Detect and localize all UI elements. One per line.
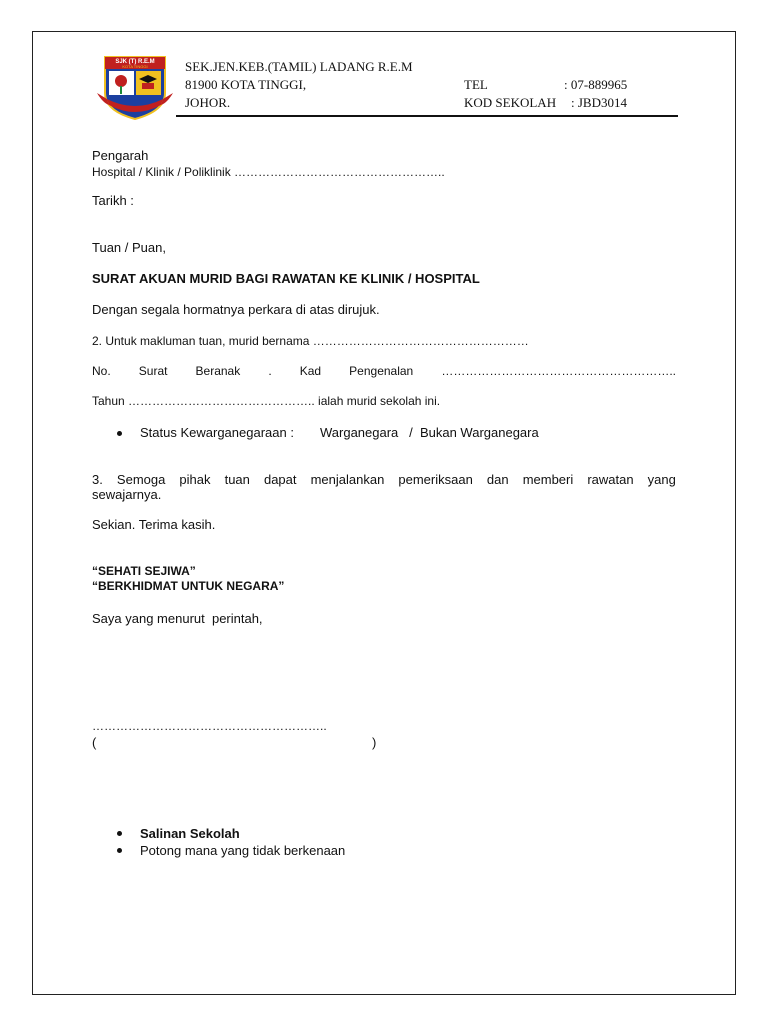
request-word: 3. <box>92 472 103 487</box>
paragraph-request-line-1 <box>92 472 676 487</box>
note-strike-inapplicable: Potong mana yang tidak berkenaan <box>140 843 346 858</box>
id-word: Pengenalan <box>349 364 414 378</box>
request-word: dan <box>486 472 509 487</box>
school-code-label: KOD SEKOLAH <box>464 95 557 110</box>
motto-line-2: “BERKHIDMAT UNTUK NEGARA” <box>92 579 285 593</box>
letter-subject: SURAT AKUAN MURID BAGI RAWATAN KE KLINIK / HOSPITAL <box>92 271 480 286</box>
tel-label: TEL <box>464 77 488 92</box>
sign-off: Saya yang menurut perintah, <box>92 611 263 626</box>
paragraph-identity-no <box>92 364 676 378</box>
request-word: Semoga <box>116 472 166 487</box>
salutation: Tuan / Puan, <box>92 240 166 255</box>
request-word: rawatan <box>587 472 634 487</box>
request-word: yang <box>647 472 676 487</box>
request-word: pihak <box>179 472 211 487</box>
letterhead-divider <box>176 115 678 117</box>
paragraph-request-line-2: sewajarnya. <box>92 487 162 502</box>
signature-line: ………………………………………………….. <box>92 719 327 733</box>
id-fill-dots: ………………………………………………….. <box>441 364 676 378</box>
citizenship-status-options: Warganegara / Bukan Warganegara <box>320 425 539 440</box>
request-word: memberi <box>522 472 574 487</box>
school-crest-logo <box>95 53 175 123</box>
paragraph-year: Tahun ……………………………………….. ialah murid sekolah ini. <box>92 394 441 408</box>
id-word: Beranak <box>195 364 241 378</box>
tel-value: : 07-889965 <box>564 77 628 92</box>
address-line-1: 81900 KOTA TINGGI, <box>185 77 307 92</box>
citizenship-status-label: Status Kewarganegaraan : <box>140 425 294 440</box>
paragraph-student-name: 2. Untuk makluman tuan, murid bernama ……………………………………………… <box>92 334 529 348</box>
address-line-2: JOHOR. <box>185 95 231 110</box>
motto-line-1: “SEHATI SEJIWA” <box>92 564 196 578</box>
id-word: . <box>268 364 272 378</box>
bullet-icon <box>117 831 122 836</box>
crest-title: SJK (T) R.E.M <box>115 59 155 65</box>
request-word: pemeriksaan <box>398 472 473 487</box>
request-word: tuan <box>224 472 250 487</box>
name-bracket-open: ( <box>92 735 97 750</box>
id-word: Surat <box>138 364 168 378</box>
recipient-title: Pengarah <box>92 148 149 163</box>
crest-subtitle: KOTA TINGGI <box>122 64 148 69</box>
closing-remark: Sekian. Terima kasih. <box>92 517 216 532</box>
date-label: Tarikh : <box>92 193 134 208</box>
bullet-icon <box>117 848 122 853</box>
school-code-value: : JBD3014 <box>571 95 627 110</box>
recipient-institution: Hospital / Klinik / Poliklinik …………………………………………….. <box>92 165 445 179</box>
request-word: dapat <box>263 472 297 487</box>
school-name: SEK.JEN.KEB.(TAMIL) LADANG R.E.M <box>185 59 413 74</box>
request-word: menjalankan <box>310 472 385 487</box>
paragraph-reference: Dengan segala hormatnya perkara di atas dirujuk. <box>92 302 380 317</box>
id-word: Kad <box>299 364 322 378</box>
id-word: No. <box>92 364 111 378</box>
name-bracket-close: ) <box>372 735 377 750</box>
bullet-icon <box>117 431 122 436</box>
note-school-copy: Salinan Sekolah <box>140 826 240 841</box>
